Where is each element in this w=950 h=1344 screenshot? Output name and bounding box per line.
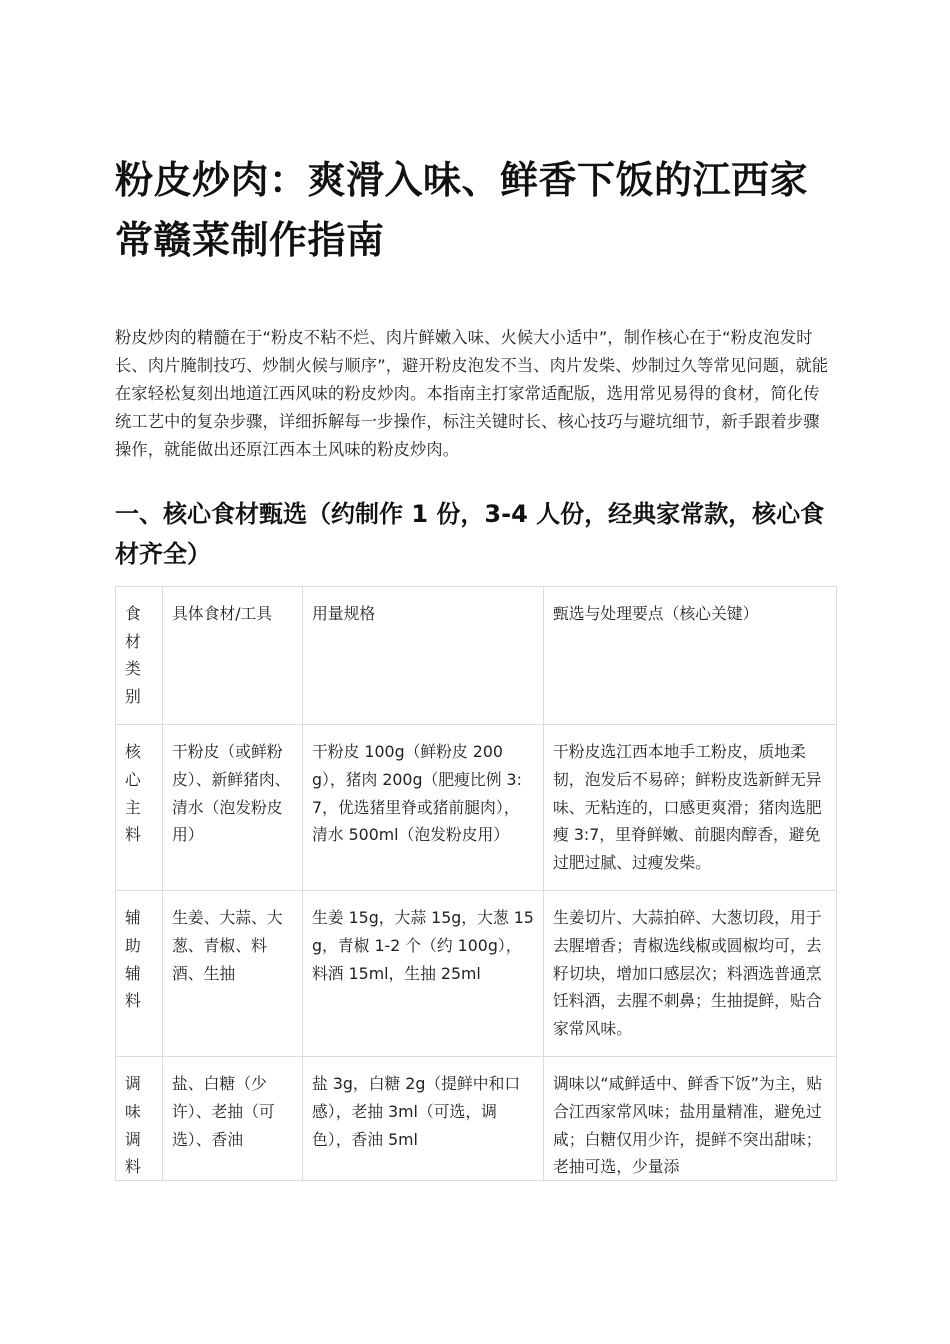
table-cell-amount: 生姜 15g，大蒜 15g，大葱 15g，青椒 1-2 个（约 100g），料酒 15ml，生抽 25ml: [303, 891, 544, 1057]
table-cell-amount: [303, 1057, 544, 1181]
table-cell-items: 干粉皮（或鲜粉皮）、新鲜猪肉、清水（泡发粉皮用）: [163, 725, 303, 891]
table-cell-notes: 生姜切片、大蒜拍碎、大葱切段，用于去腥增香；青椒选线椒或圆椒均可，去籽切块，增加口感层次；料酒选普通烹饪料酒，去腥不刺鼻；生抽提鲜，贴合家常风味。: [544, 891, 837, 1057]
table-row: [116, 891, 837, 1057]
page-title: 粉皮炒肉：爽滑入味、鲜香下饭的江西家常赣菜制作指南: [115, 158, 809, 262]
table-row: [116, 1057, 837, 1181]
table-cell-items: 生姜、大蒜、大葱、青椒、料酒、生抽: [163, 891, 303, 1057]
table-header-cell: 食材类别: [116, 587, 163, 725]
table-header-row: [116, 587, 837, 725]
intro-paragraph: 粉皮炒肉的精髓在于“粉皮不粘不烂、肉片鲜嫩入味、火候大小适中”，制作核心在于“粉皮泡发时长、肉片腌制技巧、炒制火候与顺序”，避开粉皮泡发不当、肉片发柴、炒制过久等常见问题，就能在家轻松复刻出地道江西风味的粉皮炒肉。本指南主打家常适配版，选用常见易得的食材，简化传统工艺中的复杂步骤，详细拆解每一步操作，标注关键时长、核心技巧与避坑细节，新手跟着步骤操作，就能做出还原江西本土风味的粉皮炒肉。: [115, 328, 829, 459]
table-header-cell: 甄选与处理要点（核心关键）: [544, 587, 837, 725]
table-header-cell: 具体食材/工具: [163, 587, 303, 725]
table-cell-notes: [544, 1057, 837, 1181]
table-cell-items: [163, 1057, 303, 1181]
table-cell-category: 核心主料: [116, 725, 163, 891]
cell-text: 调味调料: [125, 1074, 141, 1177]
ingredients-table: [115, 586, 837, 1181]
cell-text: 盐、白糖（少许）、老抽（可选）、香油: [172, 1074, 275, 1149]
table-row: [116, 725, 837, 891]
table-cell-category: 辅助辅料: [116, 891, 163, 1057]
table-cell-amount: 干粉皮 100g（鲜粉皮 200g），猪肉 200g（肥瘦比例 3:7，优选猪里脊或猪前腿肉），清水 500ml（泡发粉皮用）: [303, 725, 544, 891]
table-header-cell: 用量规格: [303, 587, 544, 725]
table-cell-category: [116, 1057, 163, 1181]
cell-text: 盐 3g，白糖 2g（提鲜中和口感），老抽 3ml（可选，调色），香油 5ml: [312, 1074, 521, 1149]
cell-text: 调味以“咸鲜适中、鲜香下饭”为主，贴合江西家常风味；盐用量精准，避免过咸；白糖仅用少许，提鲜不突出甜味；老抽可选，少量添: [553, 1074, 823, 1177]
table-cell-notes: 干粉皮选江西本地手工粉皮，质地柔韧，泡发后不易碎；鲜粉皮选新鲜无异味、无粘连的，口感更爽滑；猪肉选肥瘦 3:7，里脊鲜嫩、前腿肉醇香，避免过肥过腻、过瘦发柴。: [544, 725, 837, 891]
section-heading-ingredients: 一、核心食材甄选（约制作 1 份，3-4 人份，经典家常款，核心食材齐全）: [115, 500, 825, 568]
document-page: [115, 150, 836, 1181]
